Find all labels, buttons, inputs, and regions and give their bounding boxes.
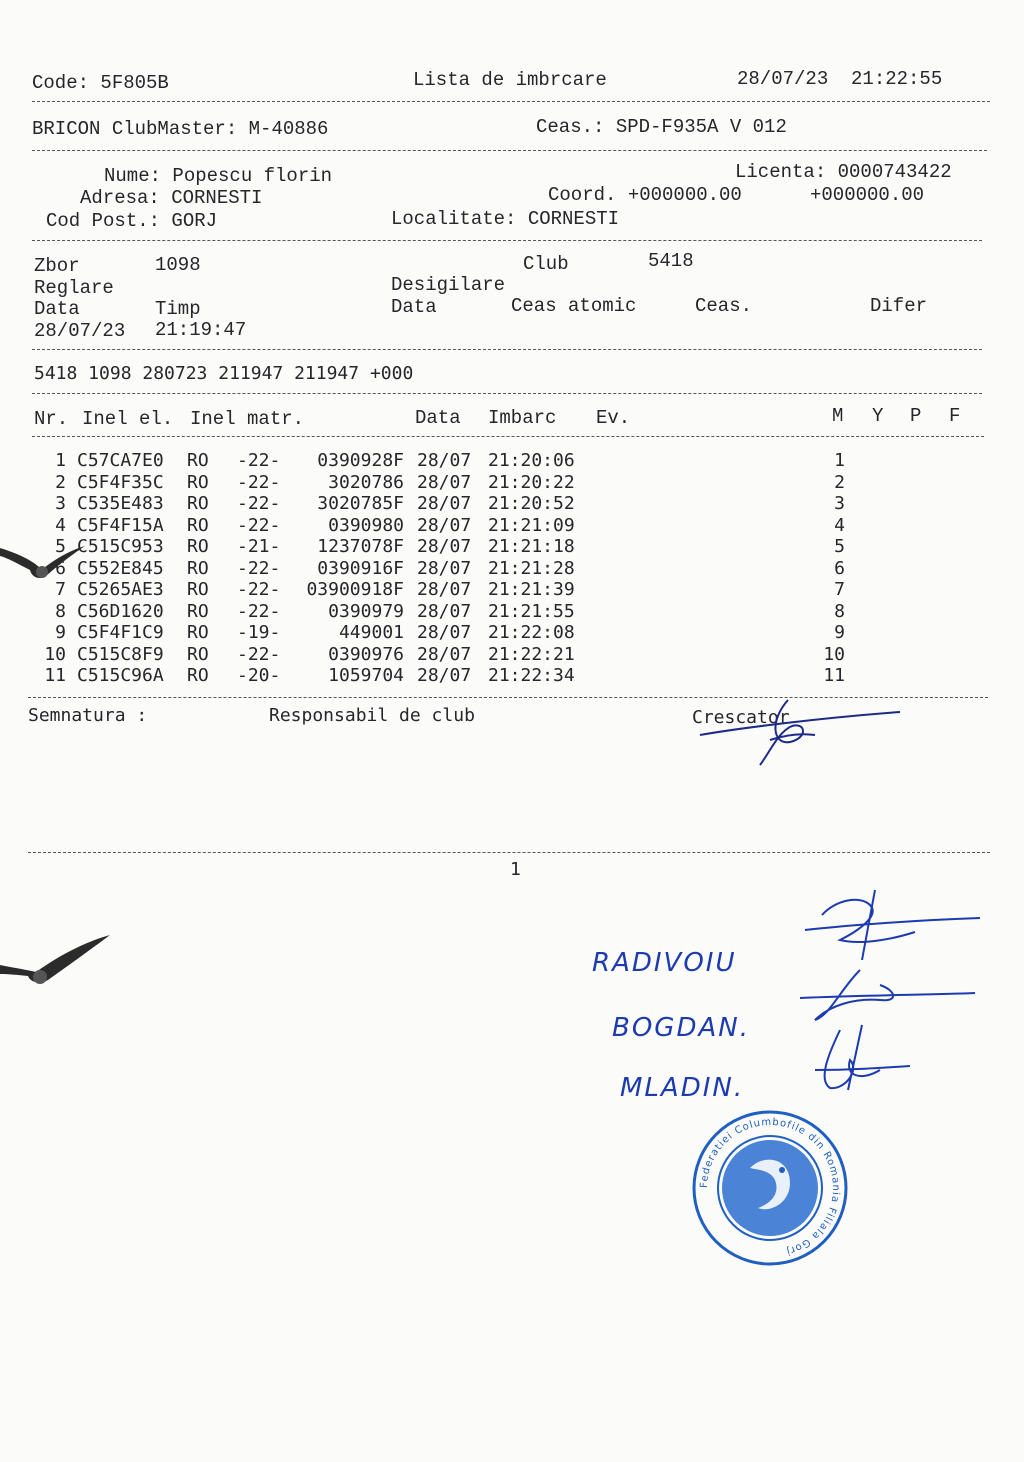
cell-year: -22- (237, 514, 281, 536)
document-code: Code: 5F805B (32, 72, 169, 94)
cell-country: RO (187, 622, 209, 643)
time-label: Timp (155, 298, 201, 320)
cell-nr: 7 (55, 579, 66, 600)
cell-date: 28/07 (417, 493, 472, 514)
breeder-label: Crescator (692, 707, 790, 728)
print-datetime: 28/07/23 21:22:55 (737, 68, 943, 90)
col-y: Y (872, 405, 884, 427)
binding-mark (0, 540, 90, 590)
cell-matr: 03900918F (306, 579, 404, 600)
col-ev: Ev. (596, 407, 631, 429)
document-title: Lista de imbrcare (413, 69, 607, 91)
atomic-clock-label: Ceas atomic (511, 295, 637, 317)
col-nr: Nr. (34, 408, 69, 430)
cell-el: C515C8F9 (77, 643, 164, 665)
col-data: Data (415, 407, 461, 429)
svg-text:Federatiei Columbofile din Rom: Federatiei Columbofile din Romania Filiala Gorj (698, 1116, 842, 1257)
cell-time: 21:20:06 (488, 450, 575, 471)
cell-el: C515C953 (77, 536, 164, 557)
cell-el: C56D1620 (77, 600, 164, 622)
flight-label: Zbor (34, 255, 80, 277)
col-f: F (949, 405, 961, 427)
cell-year: -22- (237, 579, 281, 600)
cell-date: 28/07 (417, 536, 472, 557)
cell-matr: 449001 (338, 622, 404, 643)
cell-matr: 0390976 (328, 643, 404, 665)
signature-label: Semnatura : (28, 705, 148, 726)
locality: Localitate: CORNESTI (391, 208, 620, 230)
cell-year: -19- (237, 622, 281, 643)
handwritten-name-3: MLADIN. (620, 1073, 745, 1103)
cell-year: -20- (237, 665, 281, 686)
cell-time: 21:22:08 (488, 622, 575, 643)
cell-matr: 0390980 (328, 514, 404, 536)
cell-nr: 9 (55, 622, 66, 643)
cell-time: 21:21:18 (488, 536, 575, 557)
handwritten-name-2: BOGDAN. (612, 1013, 750, 1043)
clock-label: Ceas. (695, 295, 753, 317)
cell-matr: 3020785F (317, 493, 404, 514)
cell-nr: 3 (55, 493, 66, 514)
cell-matr: 3020786 (328, 471, 404, 493)
cell-m: 7 (834, 579, 845, 600)
cell-m: 8 (834, 600, 845, 622)
desigilare-label: Desigilare (391, 274, 506, 296)
cell-country: RO (187, 450, 209, 471)
cell-year: -22- (237, 450, 281, 471)
cell-nr: 10 (44, 643, 66, 665)
cell-country: RO (187, 493, 209, 514)
data-label: Data (34, 298, 80, 320)
club-label: Club (523, 253, 569, 275)
cell-date: 28/07 (417, 643, 472, 665)
cell-time: 21:21:39 (488, 579, 575, 600)
cell-nr: 2 (55, 471, 66, 493)
flight-number: 1098 (155, 254, 201, 276)
cell-country: RO (187, 471, 209, 493)
cell-nr: 8 (55, 600, 66, 622)
clock-id: Ceas.: SPD-F935A V 012 (536, 116, 787, 138)
owner-address: Adresa: CORNESTI (80, 187, 263, 209)
reglare-time: 21:19:47 (155, 319, 247, 341)
clubmaster-id: BRICON ClubMaster: M-40886 (32, 118, 329, 140)
cell-el: C515C96A (77, 665, 164, 686)
cell-time: 21:21:28 (488, 557, 575, 579)
cell-year: -21- (237, 536, 281, 557)
col-m: M (832, 405, 844, 427)
page-number: 1 (510, 859, 521, 880)
cell-m: 10 (823, 643, 845, 665)
cell-date: 28/07 (417, 622, 472, 643)
coordinates-2: +000000.00 (810, 184, 925, 206)
postal-code: Cod Post.: GORJ (46, 210, 218, 232)
cell-m: 3 (834, 493, 845, 514)
cell-el: C5F4F1C9 (77, 622, 164, 643)
reglare-date: 28/07/23 (34, 320, 126, 342)
cell-date: 28/07 (417, 450, 472, 471)
cell-el: C5265AE3 (77, 579, 164, 600)
cell-nr: 5 (55, 536, 66, 557)
cell-country: RO (187, 514, 209, 536)
coordinates: Coord. +000000.00 (548, 184, 742, 206)
cell-country: RO (187, 665, 209, 686)
flight-code-line: 5418 1098 280723 211947 211947 +000 (34, 363, 414, 384)
cell-matr: 0390916F (317, 557, 404, 579)
cell-nr: 6 (55, 557, 66, 579)
difference-label: Difer (870, 295, 928, 317)
cell-nr: 1 (55, 450, 66, 471)
handwritten-name-1: RADIVOIU (592, 948, 737, 978)
club-stamp (690, 1108, 850, 1268)
cell-matr: 1237078F (317, 536, 404, 557)
club-responsible-label: Responsabil de club (269, 705, 475, 726)
desigilare-data-label: Data (391, 296, 437, 318)
binding-mark (0, 930, 115, 995)
cell-m: 4 (834, 514, 845, 536)
col-inel-el: Inel el. (82, 408, 174, 430)
cell-year: -22- (237, 600, 281, 622)
cell-el: C552E845 (77, 557, 164, 579)
cell-matr: 0390928F (317, 450, 404, 471)
col-imbarc: Imbarc (488, 407, 557, 429)
reglare-label: Reglare (34, 277, 114, 299)
cell-date: 28/07 (417, 579, 472, 600)
cell-year: -22- (237, 493, 281, 514)
cell-time: 21:22:21 (488, 643, 575, 665)
cell-year: -22- (237, 643, 281, 665)
cell-country: RO (187, 643, 209, 665)
cell-time: 21:22:34 (488, 665, 575, 686)
col-p: P (910, 405, 922, 427)
cell-date: 28/07 (417, 557, 472, 579)
cell-year: -22- (237, 557, 281, 579)
cell-date: 28/07 (417, 471, 472, 493)
cell-year: -22- (237, 471, 281, 493)
cell-matr: 1059704 (328, 665, 404, 686)
cell-nr: 4 (55, 514, 66, 536)
license-number: Licenta: 0000743422 (735, 161, 952, 183)
col-inel-matr: Inel matr. (190, 408, 305, 430)
cell-date: 28/07 (417, 514, 472, 536)
cell-el: C57CA7E0 (77, 450, 164, 471)
cell-el: C535E483 (77, 493, 164, 514)
cell-m: 5 (834, 536, 845, 557)
cell-el: C5F4F15A (77, 514, 164, 536)
cell-time: 21:20:52 (488, 493, 575, 514)
cell-date: 28/07 (417, 665, 472, 686)
cell-matr: 0390979 (328, 600, 404, 622)
cell-nr: 11 (44, 665, 66, 686)
cell-country: RO (187, 557, 209, 579)
cell-country: RO (187, 600, 209, 622)
club-number: 5418 (648, 250, 694, 272)
cell-m: 11 (823, 665, 845, 686)
cell-time: 21:20:22 (488, 471, 575, 493)
cell-country: RO (187, 579, 209, 600)
cell-country: RO (187, 536, 209, 557)
cell-m: 1 (834, 450, 845, 471)
cell-m: 2 (834, 471, 845, 493)
cell-time: 21:21:09 (488, 514, 575, 536)
owner-name: Nume: Popescu florin (104, 165, 333, 187)
cell-date: 28/07 (417, 600, 472, 622)
cell-m: 6 (834, 557, 845, 579)
cell-el: C5F4F35C (77, 471, 164, 493)
cell-m: 9 (834, 622, 845, 643)
cell-time: 21:21:55 (488, 600, 575, 622)
